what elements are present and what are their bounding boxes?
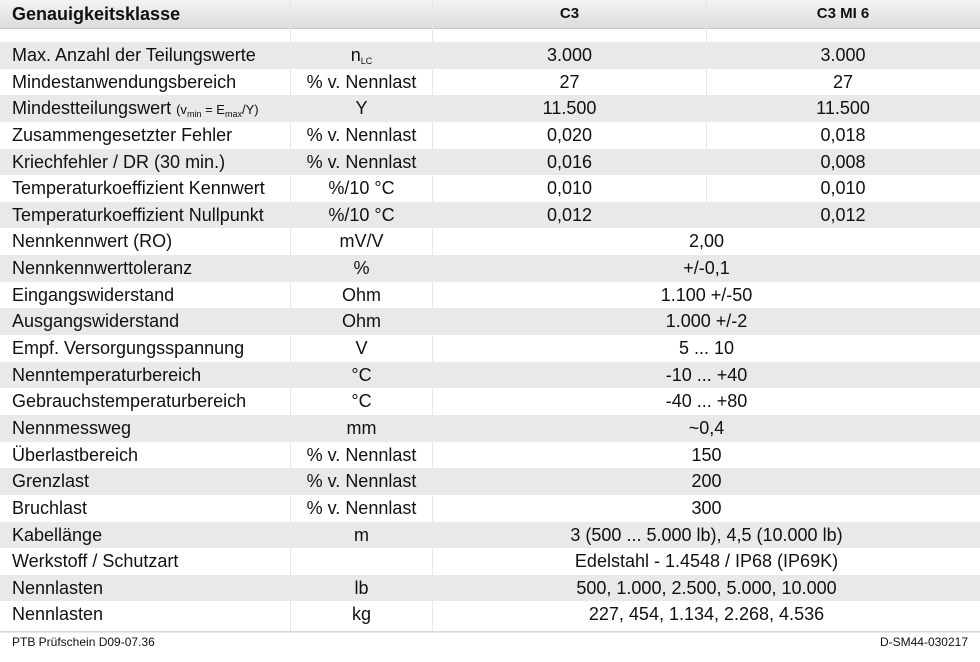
row-unit: V: [355, 338, 368, 359]
row-label: Nennkennwerttoleranz: [12, 258, 193, 279]
label-main: Mindestteilungswert: [12, 98, 172, 119]
row-unit: % v. Nennlast: [306, 71, 417, 92]
table-row: [0, 228, 980, 255]
row-label: Gebrauchstemperaturbereich: [12, 391, 247, 412]
table-bottom-border: [0, 631, 980, 633]
row-unit: %/10 °C: [328, 204, 395, 225]
table-row: [0, 601, 980, 628]
row-label: Bruchlast: [12, 497, 88, 518]
table-row: [0, 495, 980, 522]
row-unit: [291, 548, 432, 575]
row-unit: % v. Nennlast: [306, 471, 417, 492]
row-value: 1.100 +/-50: [660, 284, 753, 305]
row-label: [12, 95, 259, 122]
table-row: [0, 442, 980, 469]
row-label: Kabellänge: [12, 524, 103, 545]
table-row: [0, 69, 980, 96]
row-label: Zusammengesetzter Fehler: [12, 124, 233, 145]
row-label: Mindestanwendungsbereich: [12, 71, 237, 92]
formula-sub-min: min: [186, 109, 202, 120]
row-value: Edelstahl - 1.4548 / IP68 (IP69K): [574, 551, 839, 572]
row-unit: % v. Nennlast: [306, 444, 417, 465]
row-value: ~0,4: [688, 417, 725, 438]
row-value: 500, 1.000, 2.500, 5.000, 10.000: [576, 577, 837, 598]
row-unit: °C: [351, 364, 372, 385]
spec-table: [0, 42, 980, 628]
row-value-c3-mi6: 0,010: [820, 178, 866, 199]
table-row: [0, 42, 980, 69]
row-unit: [291, 42, 432, 69]
table-row: [0, 522, 980, 549]
row-value: -10 ... +40: [665, 364, 748, 385]
row-value-c3: 0,020: [546, 124, 593, 145]
row-unit: kg: [351, 604, 371, 625]
table-row: [0, 388, 980, 415]
table-row: [0, 548, 980, 575]
row-label: Nennlasten: [12, 577, 104, 598]
row-value: 150: [691, 444, 722, 465]
table-row: [0, 202, 980, 229]
table-row: [0, 575, 980, 602]
table-row: [0, 415, 980, 442]
row-unit: m: [354, 524, 369, 545]
row-label: Kriechfehler / DR (30 min.): [12, 151, 226, 172]
row-value: 300: [691, 497, 722, 518]
header-col-c3-mi6: C3 MI 6: [816, 5, 870, 22]
row-unit: Ohm: [341, 284, 381, 305]
row-value-c3: 0,012: [546, 204, 593, 225]
table-header: [0, 0, 980, 29]
row-label: Nennmessweg: [12, 417, 132, 438]
unit-base: n: [350, 45, 361, 65]
row-unit: Y: [355, 98, 368, 119]
row-label: Eingangswiderstand: [12, 284, 175, 305]
row-label: Grenzlast: [12, 471, 90, 492]
table-row: [0, 255, 980, 282]
row-unit: mm: [346, 417, 377, 438]
row-value-c3-mi6: 0,012: [820, 204, 866, 225]
footer-certificate: PTB Prüfschein D09-07.36: [12, 635, 155, 649]
row-value: 5 ... 10: [678, 338, 735, 359]
row-unit: Ohm: [341, 311, 381, 332]
row-value-c3-mi6: 11.500: [816, 98, 870, 119]
row-label: Temperaturkoeffizient Nullpunkt: [12, 204, 264, 225]
row-value-c3-mi6: 3.000: [820, 45, 866, 65]
table-row: [0, 308, 980, 335]
row-unit: %: [353, 258, 370, 279]
table-row: [0, 362, 980, 389]
row-value: 3 (500 ... 5.000 lb), 4,5 (10.000 lb): [570, 524, 843, 545]
row-value: -40 ... +80: [665, 391, 748, 412]
row-value-c3-mi6: 0,008: [820, 151, 866, 172]
row-value: 1.000 +/-2: [665, 311, 748, 332]
table-row: [0, 95, 980, 122]
row-value: +/-0,1: [683, 258, 730, 279]
unit-subscript: LC: [360, 56, 373, 66]
table-row: [0, 468, 980, 495]
row-unit: %/10 °C: [328, 178, 395, 199]
table-row: [0, 282, 980, 309]
row-value: 2,00: [688, 231, 725, 252]
row-unit: % v. Nennlast: [306, 497, 417, 518]
footer-document-code: D-SM44-030217: [879, 635, 968, 649]
row-label: Nenntemperaturbereich: [12, 364, 202, 385]
row-label: Werkstoff / Schutzart: [12, 551, 179, 572]
header-title: Genauigkeitsklasse: [12, 4, 181, 24]
row-label: Nennkennwert (RO): [12, 231, 173, 252]
row-value-c3: 0,016: [546, 151, 593, 172]
table-row: [0, 149, 980, 176]
formula-sub-max: max: [224, 109, 242, 120]
row-value-c3-mi6: 27: [832, 71, 854, 92]
formula-open: (v: [176, 102, 187, 118]
label-formula: [176, 102, 259, 120]
row-value: 200: [691, 471, 722, 492]
row-label: Max. Anzahl der Teilungswerte: [12, 45, 256, 65]
row-value-c3: 27: [559, 71, 580, 92]
row-unit: mV/V: [339, 231, 384, 252]
table-row: [0, 175, 980, 202]
row-value-c3: 11.500: [542, 98, 597, 119]
header-col-c3: C3: [559, 5, 580, 22]
row-label: Überlastbereich: [12, 444, 139, 465]
row-value-c3: 0,010: [546, 178, 593, 199]
row-unit: °C: [351, 391, 372, 412]
row-unit: % v. Nennlast: [306, 124, 417, 145]
row-label: Ausgangswiderstand: [12, 311, 180, 332]
formula-close: /Y): [241, 102, 259, 118]
row-unit: % v. Nennlast: [306, 151, 417, 172]
row-unit: lb: [354, 577, 369, 598]
formula-eq: = E: [201, 102, 225, 118]
row-label: Temperaturkoeffizient Kennwert: [12, 178, 265, 199]
table-row: [0, 335, 980, 362]
table-row: [0, 122, 980, 149]
row-value-c3: 3.000: [546, 45, 593, 65]
row-value: 227, 454, 1.134, 2.268, 4.536: [588, 604, 825, 625]
row-label: Nennlasten: [12, 604, 104, 625]
row-value-c3-mi6: 0,018: [820, 124, 866, 145]
row-label: Empf. Versorgungsspannung: [12, 338, 245, 359]
